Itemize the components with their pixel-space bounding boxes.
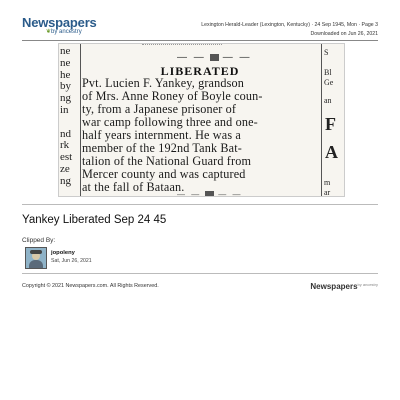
clipping-left-column xyxy=(59,44,81,197)
right-col-fragment: Bl xyxy=(324,68,332,77)
article-line: Mercer county and was captured xyxy=(82,167,246,181)
downloaded-line: Downloaded on Jun 26, 2021 xyxy=(310,31,378,37)
right-col-fragment: Ge xyxy=(324,78,334,87)
left-col-fragment: ze xyxy=(60,162,70,175)
right-col-fragment: ar xyxy=(324,188,331,197)
left-col-fragment: ne xyxy=(60,45,71,57)
header xyxy=(0,0,400,40)
left-col-fragment: est xyxy=(60,151,73,164)
right-col-fragment: an xyxy=(324,96,332,105)
footer-logo[interactable] xyxy=(310,282,378,291)
right-col-fragment: S xyxy=(324,48,329,57)
headline-ornament: — — — — xyxy=(177,52,252,63)
divider xyxy=(22,40,378,41)
clipped-by-label: Clipped By: xyxy=(22,237,56,244)
ancestry-leaf-icon: ❦ xyxy=(46,29,52,35)
avatar-body xyxy=(29,260,43,268)
left-col-fragment: rk xyxy=(60,139,70,152)
article-line: war camp following three and one- xyxy=(82,115,258,129)
divider xyxy=(22,273,378,274)
right-col-big-letter: F xyxy=(325,114,336,134)
right-col-fragment: m xyxy=(324,178,331,187)
left-col-fragment: in xyxy=(60,103,69,116)
logo-sub-text xyxy=(46,29,97,36)
article-line: Pvt. Lucien F. Yankey, grandson xyxy=(82,76,244,90)
newspapers-logo[interactable] xyxy=(22,16,97,36)
left-col-fragment: ng xyxy=(60,92,71,105)
clip-date: Sat, Jun 26, 2021 xyxy=(51,258,92,264)
torn-edge xyxy=(142,44,222,48)
copyright-text: Copyright © 2021 Newspapers.com. All Rights Reserved. xyxy=(22,283,159,289)
footer-logo-sub: by ancestry xyxy=(357,282,378,287)
article-line: of Mrs. Anne Roney of Boyle coun- xyxy=(82,89,263,103)
left-col-fragment: ng xyxy=(60,174,71,187)
publication-info xyxy=(201,21,378,39)
article-line: at the fall of Bataan. xyxy=(82,180,185,194)
user-name-link[interactable]: jopoleny xyxy=(51,250,75,256)
article-body xyxy=(82,77,318,194)
left-col-fragment: nd xyxy=(60,127,71,140)
clipping-right-column xyxy=(321,44,345,196)
footer-logo-text: Newspapers xyxy=(310,282,358,291)
left-col-fragment xyxy=(59,117,80,129)
right-col-big-letter: A xyxy=(325,142,338,162)
divider xyxy=(22,204,378,205)
avatar-hat xyxy=(30,250,42,254)
flag-icon xyxy=(205,191,214,197)
left-col-fragment: by xyxy=(60,80,71,93)
article-line: member of the 192nd Tank Bat- xyxy=(82,141,242,155)
bottom-ornament: — — — — xyxy=(177,190,243,197)
publication-line: Lexington Herald-Leader (Lexington, Kentucky) · 24 Sep 1945, Mon · Page 3 xyxy=(201,22,378,28)
clipping-title: Yankey Liberated Sep 24 45 xyxy=(22,214,167,226)
article-line: ty, from a Japanese prisoner of xyxy=(82,102,237,116)
clipping-article xyxy=(82,44,318,196)
article-line: half years internment. He was a xyxy=(82,128,241,142)
left-col-fragment: ne xyxy=(60,56,71,69)
newspaper-clipping[interactable] xyxy=(58,43,345,197)
flag-icon xyxy=(210,54,219,61)
logo-sub-label: by ancestry xyxy=(51,29,82,35)
article-headline: LIBERATED xyxy=(160,64,240,78)
avatar[interactable] xyxy=(25,247,47,269)
article-line: talion of the National Guard from xyxy=(82,154,252,168)
logo-main-text: Newspapers xyxy=(22,15,97,30)
left-col-fragment: he xyxy=(60,68,71,81)
